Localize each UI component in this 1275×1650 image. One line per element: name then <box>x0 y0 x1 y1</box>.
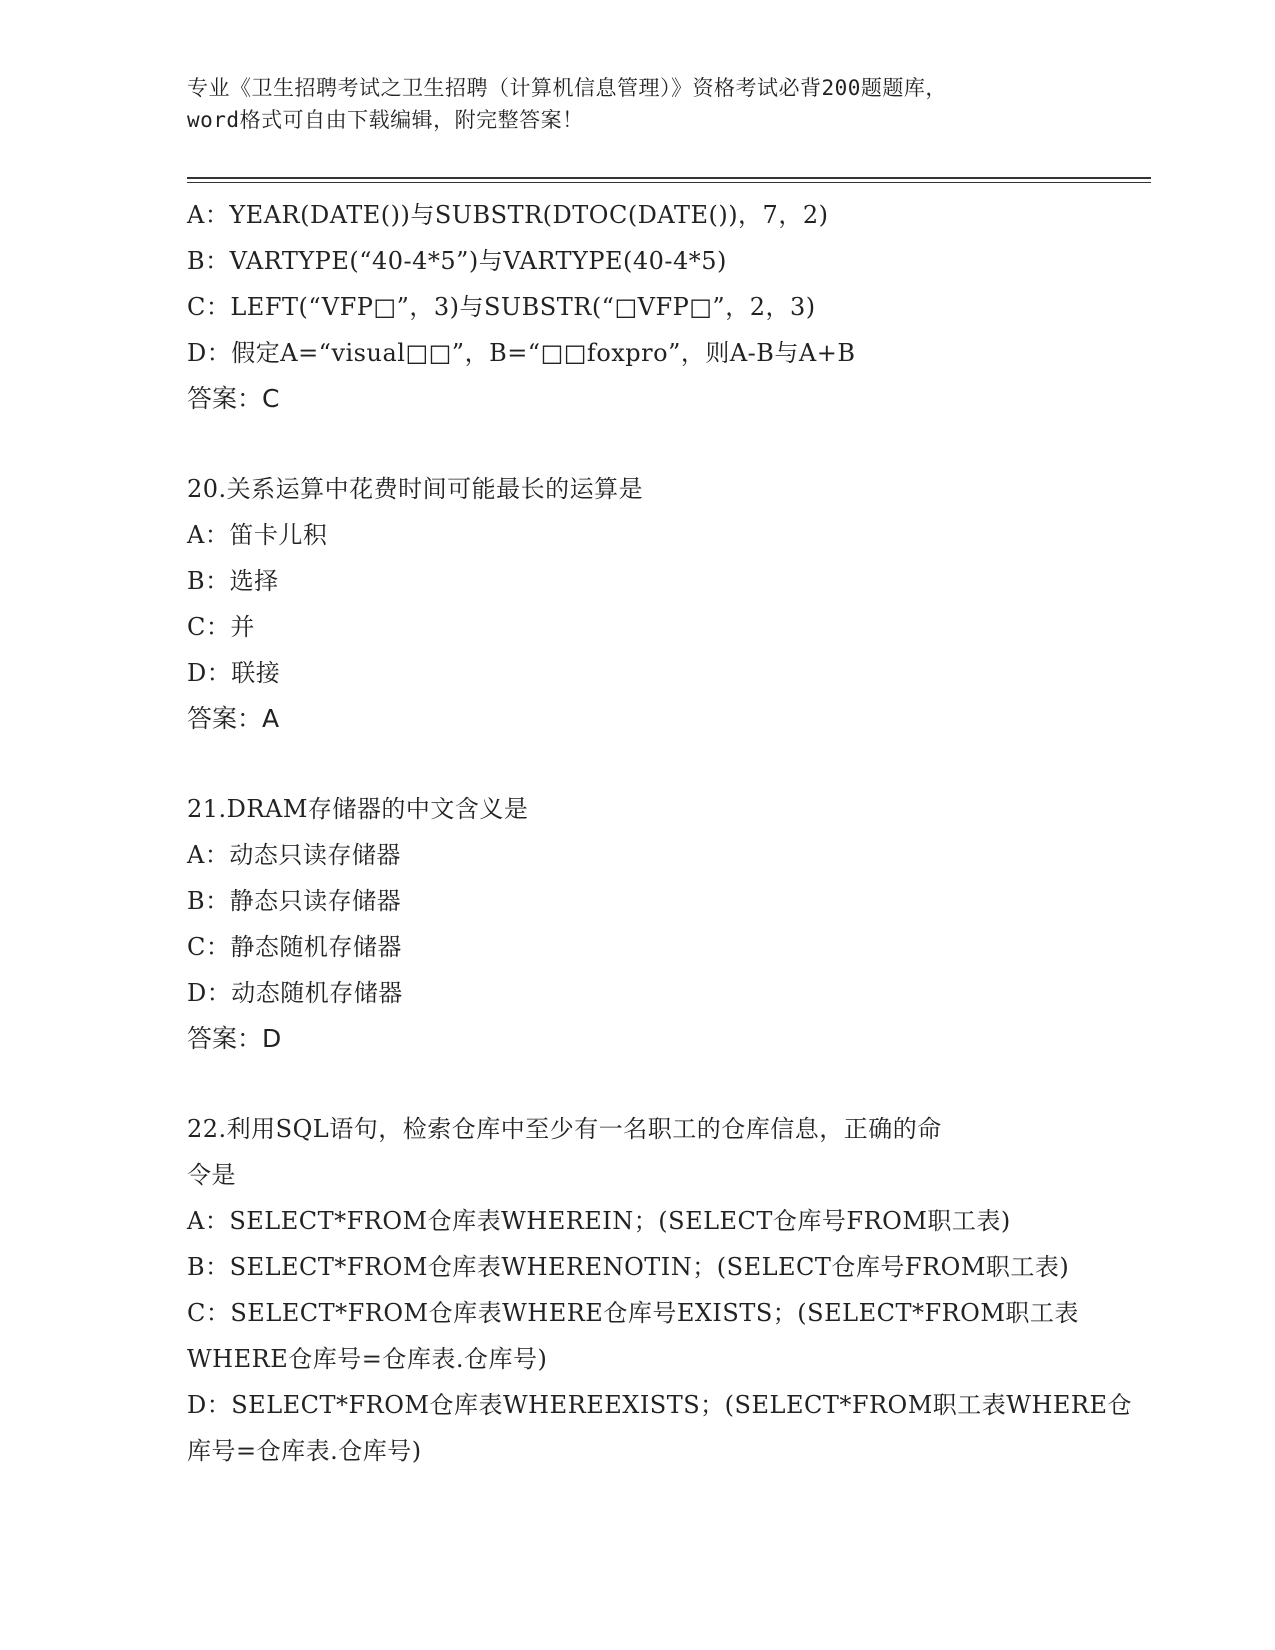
q22-option-b: B：SELECT*FROM仓库表WHERENOTIN；(SELECT仓库号FROM职工表) <box>187 1253 1070 1281</box>
header-line-2: word格式可自由下载编辑，附完整答案！ <box>187 108 584 132</box>
q21-answer: 答案：D <box>187 1024 282 1053</box>
header-divider-thick <box>187 177 1151 179</box>
q20-answer: 答案：A <box>187 704 280 733</box>
q19-option-c: C：LEFT(“VFP□”，3)与SUBSTR(“□VFP□”，2，3) <box>187 293 816 321</box>
question-22-block <box>187 1106 1133 1474</box>
q20-question: 20.关系运算中花费时间可能最长的运算是 <box>187 475 644 503</box>
q22-question-line-2: 令是 <box>187 1161 236 1189</box>
q19-option-d: D：假定A=“visual□□”，B=“□□foxpro”，则A-B与A+B <box>187 339 856 367</box>
q21-option-b: B：静态只读存储器 <box>187 887 402 915</box>
q19-option-b: B：VARTYPE(“40-4*5”)与VARTYPE(40-4*5) <box>187 247 727 275</box>
q19-answer: 答案：C <box>187 384 280 413</box>
q20-option-d: D：联接 <box>187 659 281 687</box>
question-19-block <box>187 192 1087 422</box>
header-divider-thin <box>187 182 1151 183</box>
q19-option-a: A：YEAR(DATE())与SUBSTR(DTOC(DATE())，7，2) <box>187 201 829 229</box>
q22-option-d-line-1: D：SELECT*FROM仓库表WHEREEXISTS；(SELECT*FROM职工表WHERE仓 <box>187 1391 1133 1419</box>
q22-question-line-1: 22.利用SQL语句，检索仓库中至少有一名职工的仓库信息，正确的命 <box>187 1115 942 1143</box>
spacer <box>187 422 1087 466</box>
q21-option-a: A：动态只读存储器 <box>187 841 401 869</box>
question-20-block <box>187 466 1087 742</box>
spacer <box>187 1062 1087 1106</box>
q22-option-c-line-2: WHERE仓库号=仓库表.仓库号) <box>187 1345 548 1373</box>
question-21-block <box>187 786 1087 1062</box>
q20-option-c: C：并 <box>187 613 255 641</box>
q21-option-c: C：静态随机存储器 <box>187 933 402 961</box>
q21-option-d: D：动态随机存储器 <box>187 979 403 1007</box>
question-list <box>187 192 1133 1474</box>
q22-option-c-line-1: C：SELECT*FROM仓库表WHERE仓库号EXISTS；(SELECT*FROM职工表 <box>187 1299 1079 1327</box>
q20-option-a: A：笛卡儿积 <box>187 521 328 549</box>
spacer <box>187 742 1087 786</box>
q21-question: 21.DRAM存储器的中文含义是 <box>187 795 529 823</box>
header-line-1: 专业《卫生招聘考试之卫生招聘（计算机信息管理）》资格考试必背200题题库， <box>187 76 947 100</box>
q22-option-a: A：SELECT*FROM仓库表WHEREIN；(SELECT仓库号FROM职工表) <box>187 1207 1011 1235</box>
q20-option-b: B：选择 <box>187 567 279 595</box>
q22-option-d-line-2: 库号=仓库表.仓库号) <box>187 1437 422 1465</box>
document-header <box>187 72 1087 136</box>
